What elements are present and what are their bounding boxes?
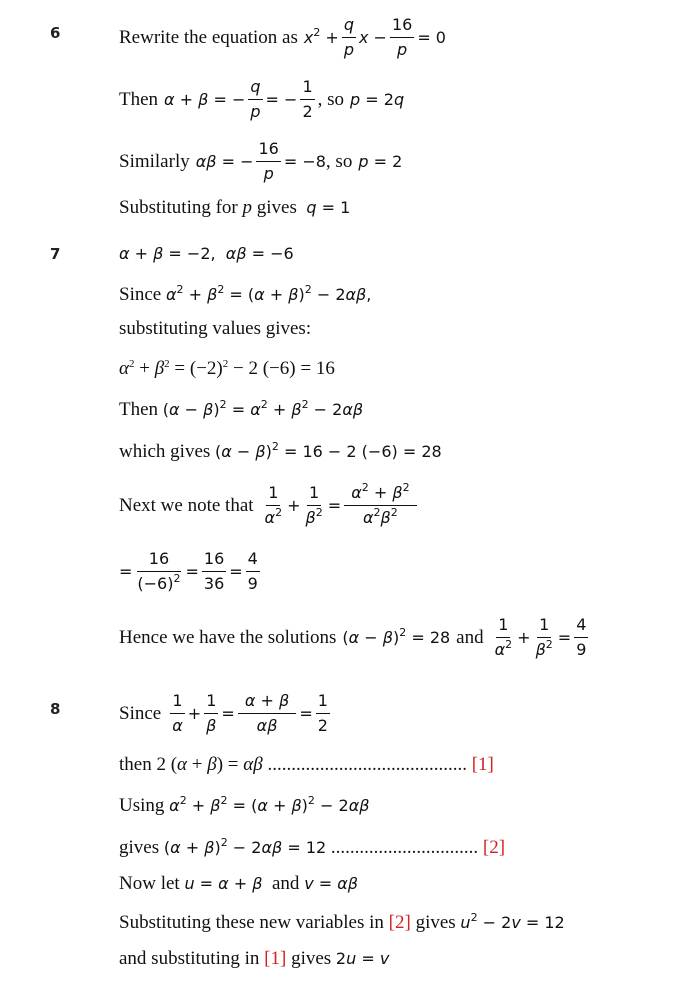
equation-ref-2: [2] — [388, 912, 411, 933]
q7-line-6: which gives $(\alpha - \beta)^2 = 16 - 2$ (−6) = 28 — [119, 440, 442, 462]
q7-line-3: substituting values gives: — [119, 318, 312, 339]
equation-ref-1: [1] — [264, 948, 287, 969]
q7-line-9: Hence we have the solutions $(\alpha - \beta)^2 = 28$ and $\frac{1}{\alpha^2}$ + $\frac{1}{\beta^2}$ = $\frac{4}{9}$ — [119, 615, 587, 659]
q7-line-8: = $\frac{16}{(-6)^2}$ = $\frac{16}{36}$ = $\frac{4}{9}$ — [119, 549, 258, 593]
q8-line-2: then 2 (α + β) = αβ .......................................... [1] — [119, 754, 494, 775]
q6-line-1: Rewrite the equation as $x^2$ + $\frac{q}{p}$ x − $\frac{16}{p}$ = 0 — [119, 15, 446, 59]
q7-line-7: Next we note that $\frac{1}{\alpha^2}$ + $\frac{1}{\beta^2}$ = $\frac{\alpha^2 + \beta^2}{\alpha^2\beta^2}$ — [119, 482, 420, 529]
q7-line-1: α + β = −2, αβ = −6 — [119, 244, 294, 263]
question-number: 6 — [50, 24, 61, 42]
equation-ref-1: [1] — [471, 754, 494, 775]
question-number: 7 — [50, 245, 61, 263]
q7-line-4: $\alpha^2 + \beta^2 = (-2)^2 - 2$ (−6) = 16 — [119, 358, 335, 379]
q6-line-3: Similarly αβ = − $\frac{16}{p}$ = −8 , so p = 2 — [119, 139, 403, 183]
q8-line-6: Substituting these new variables in [2] gives $u^2 - 2v = 12$ — [119, 911, 565, 933]
q7-line-5: Then $(\alpha - \beta)^2 = \alpha^2 + \beta^2 - 2\alpha\beta$ — [119, 398, 364, 420]
q8-line-7: and substituting in [1] gives 2u = v — [119, 948, 390, 969]
q8-line-5: Now let u = α + β and v = αβ — [119, 873, 358, 894]
q6-line-4: Substituting for p gives q = 1 — [119, 197, 351, 218]
equation-ref-2: [2] — [482, 837, 506, 858]
q7-line-2: Since $\alpha^2 + \beta^2 = (\alpha + \beta)^2 - 2\alpha\beta$, — [119, 283, 372, 305]
q6-line-2: Then α + β = − $\frac{q}{p}$ = − $\frac{1}{2}$ , so p = 2q — [119, 77, 405, 121]
q8-line-4: gives $(\alpha + \beta)^2 - 2\alpha\beta = 12$ ............................... [2] — [119, 836, 506, 858]
q8-line-1: Since $\frac{1}{\alpha}$ + $\frac{1}{\beta}$ = $\frac{\alpha + \beta}{\alpha\beta}$ = $\frac{1}{2}$ — [119, 691, 328, 735]
q8-line-3: Using $\alpha^2 + \beta^2 = (\alpha + \beta)^2 - 2\alpha\beta$ — [119, 794, 370, 816]
question-number: 8 — [50, 700, 61, 718]
